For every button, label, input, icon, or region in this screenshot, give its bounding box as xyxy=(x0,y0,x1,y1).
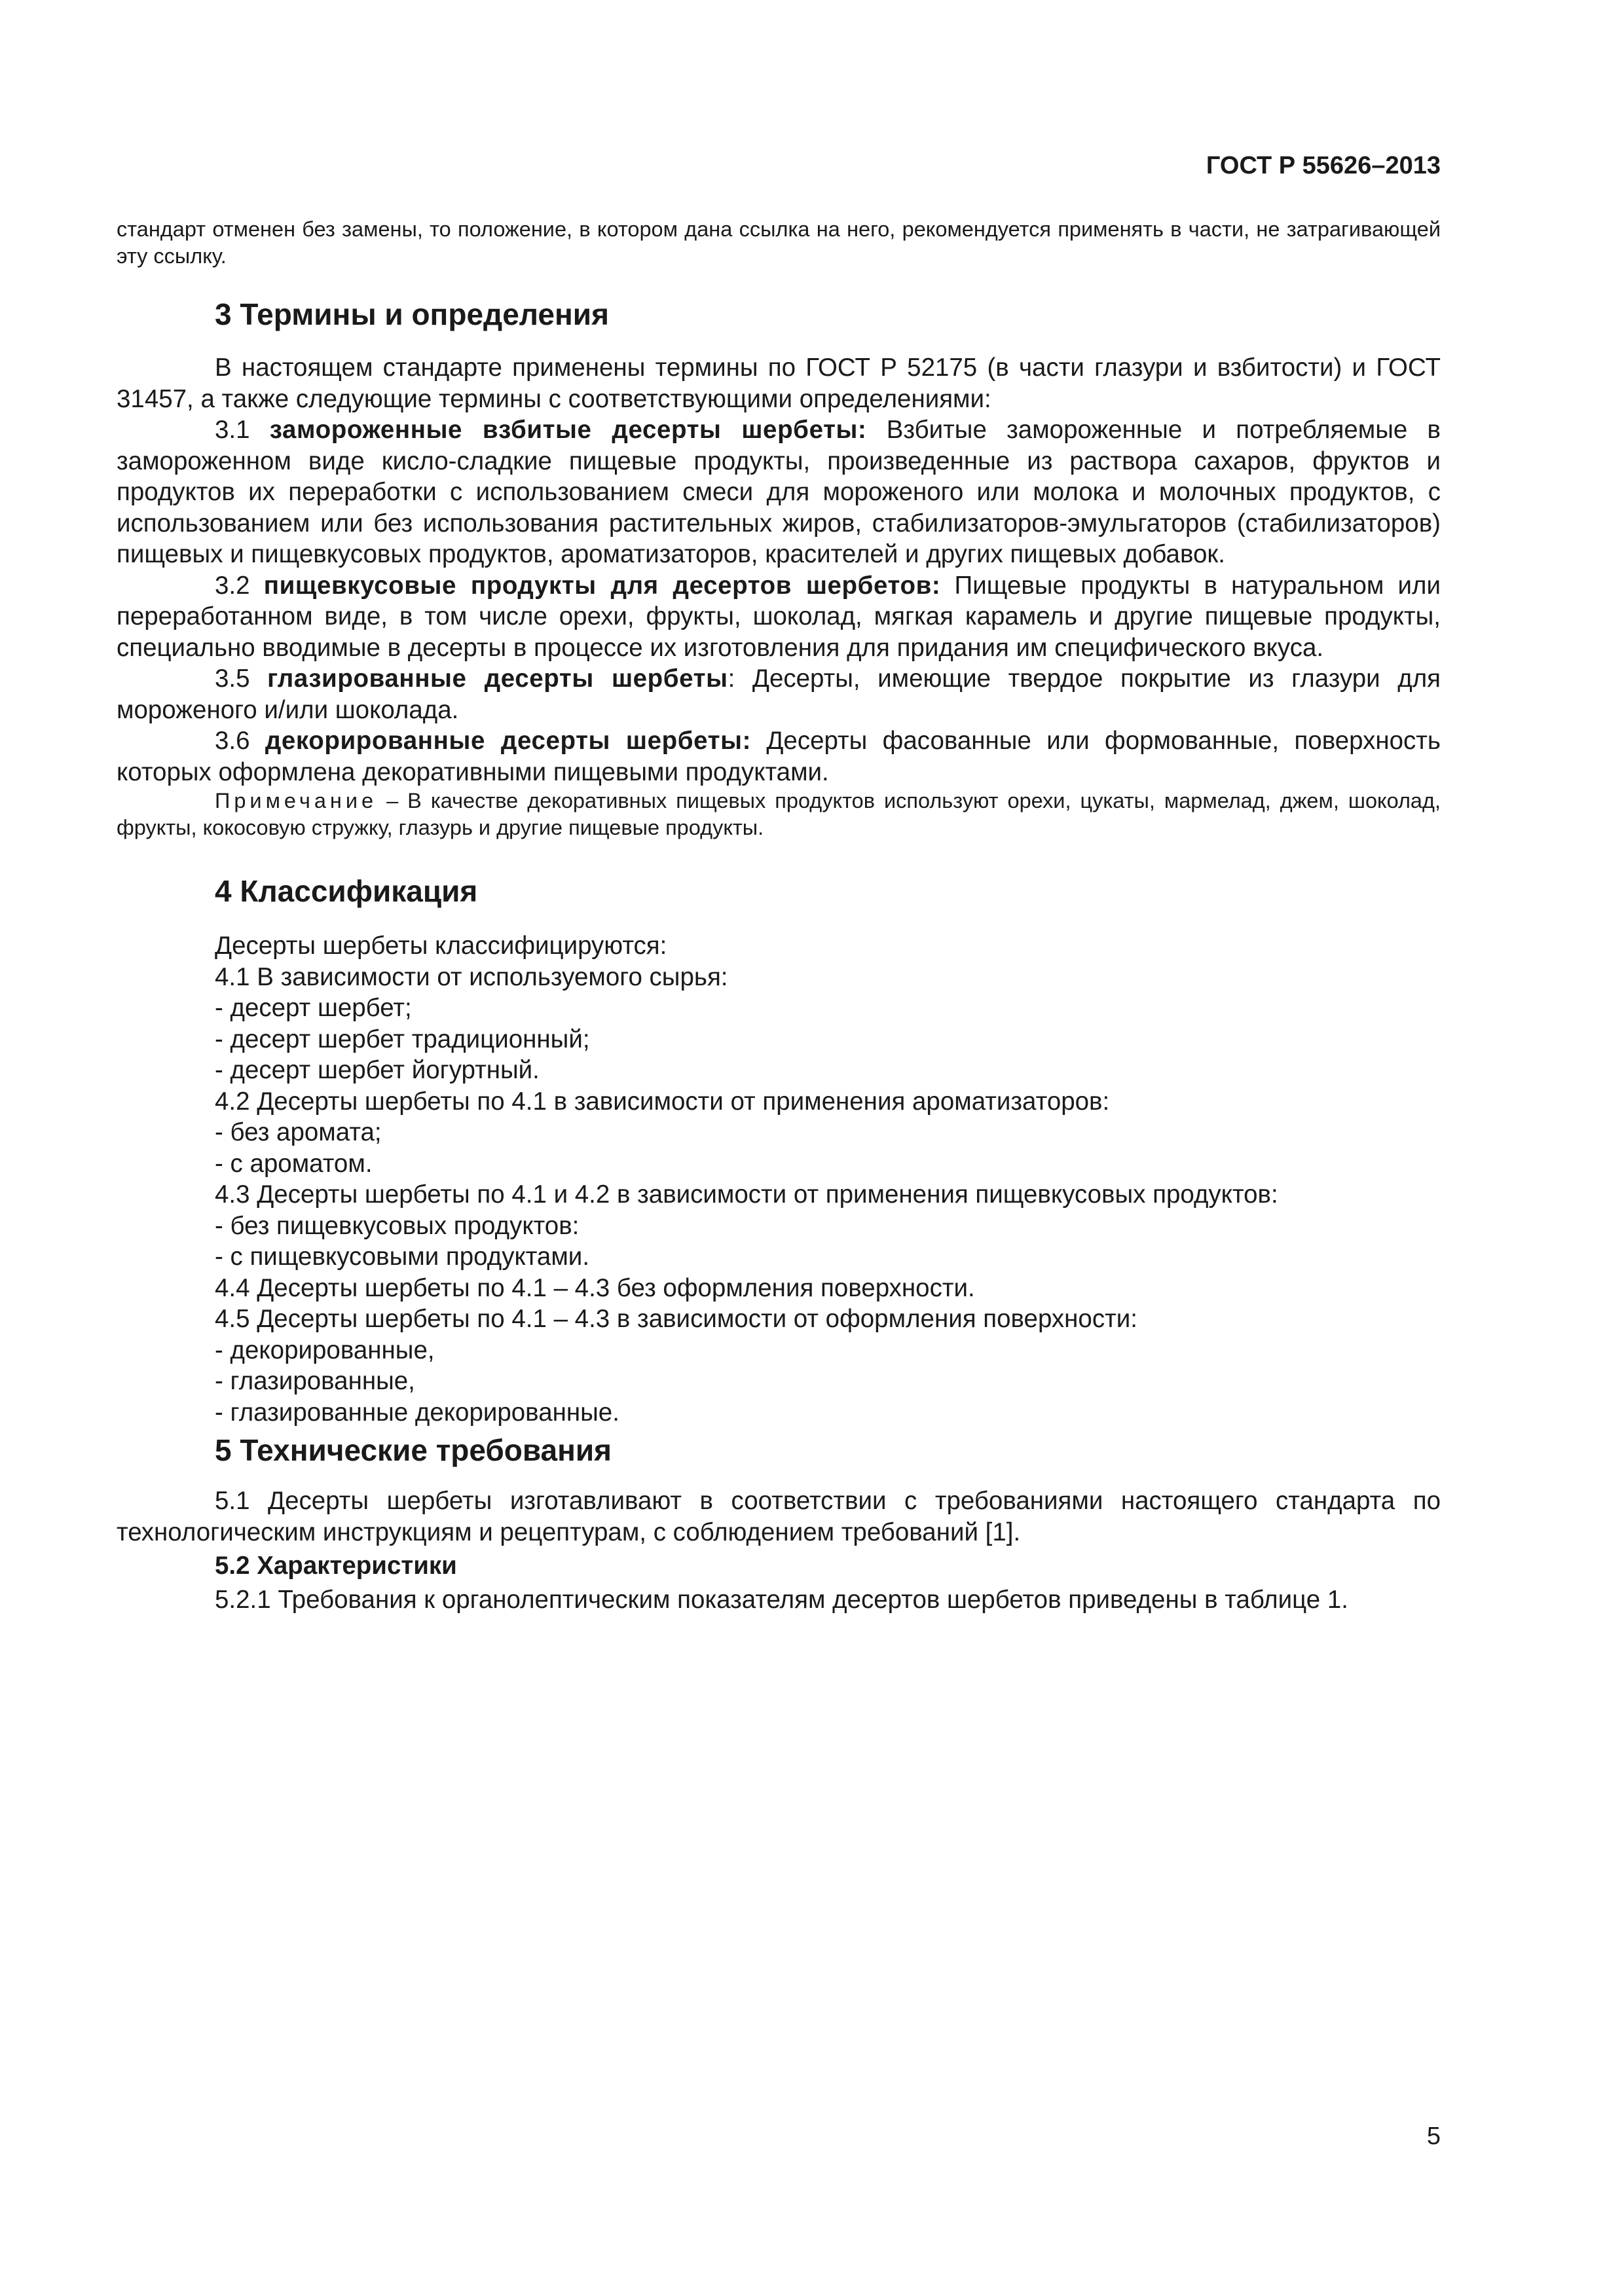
term-number: 3.2 xyxy=(215,571,250,600)
classification-list xyxy=(117,930,1441,1428)
classification-line: Десерты шербеты классифицируются: xyxy=(215,932,667,960)
term-number: 3.5 xyxy=(215,665,250,693)
term-definition: Десерты фасованные или формованные, поверхность которых оформлена декоративными пищевыми продуктами. xyxy=(117,727,1441,786)
term-definition: : Десерты, имеющие твердое покрытие из глазури для мороженого и/или шоколада. xyxy=(117,665,1441,724)
note-label: Примечание xyxy=(215,789,378,812)
classification-line: - десерт шербет йогуртный. xyxy=(215,1056,540,1084)
note-text: – В качестве декоративных пищевых продуктов используют орехи, цукаты, мармелад, джем, шоколад, фрукты, кокосовую стружку, глазурь и другие пищевые продукты. xyxy=(117,789,1441,839)
classification-line: - декорированные, xyxy=(215,1336,435,1364)
page-number: 5 xyxy=(1426,2123,1441,2150)
document-code: ГОСТ Р 55626–2013 xyxy=(1206,152,1441,179)
classification-line: - с ароматом. xyxy=(215,1149,373,1178)
term-number: 3.6 xyxy=(215,727,250,755)
subsection-5-2-heading: 5.2 Характеристики xyxy=(215,1552,457,1580)
term-3-1 xyxy=(117,414,1441,570)
term-3-5 xyxy=(117,663,1441,725)
classification-line: 4.4 Десерты шербеты по 4.1 – 4.3 без оформления поверхности. xyxy=(215,1273,975,1302)
classification-line: 4.5 Десерты шербеты по 4.1 – 4.3 в зависимости от оформления поверхности: xyxy=(215,1305,1137,1333)
term-definition: Взбитые замороженные и потребляемые в замороженном виде кисло-сладкие пищевые продукты, произведенные из раствора сахаров, фруктов и продуктов их переработки с использованием смеси для мороженого или молока и молочных продуктов, с использованием или без использования растительных жиров, стабилизаторов-эмульгаторов (стабилизаторов) пищевых и пищевкусовых продуктов, ароматизаторов, красителей и других пищевых добавок. xyxy=(117,416,1441,568)
classification-line: - десерт шербет традиционный; xyxy=(215,1025,590,1053)
intro-paragraph: стандарт отменен без замены, то положение, в котором дана ссылка на него, рекомендуется применять в части, не затрагивающей эту ссылку. xyxy=(117,217,1441,268)
page-content xyxy=(117,216,1441,1616)
paragraph-5-1: 5.1 Десерты шербеты изготавливают в соответствии с требованиями настоящего стандарта по технологическим инструкциям и рецептурам, с соблюдением требований [1]. xyxy=(117,1487,1441,1546)
classification-line: - десерт шербет; xyxy=(215,994,412,1022)
classification-line: - без пищевкусовых продуктов: xyxy=(215,1211,580,1240)
term-name: замороженные взбитые десерты шербеты: xyxy=(269,416,867,444)
section-3-lead: В настоящем стандарте применены термины по ГОСТ Р 52175 (в части глазури и взбитости) и ГОСТ 31457, а также следующие термины с соответствующими определениями: xyxy=(117,354,1441,413)
section-5-heading: 5 Технические требования xyxy=(215,1433,612,1467)
classification-line: - с пищевкусовыми продуктами. xyxy=(215,1243,590,1271)
section-3-heading: 3 Термины и определения xyxy=(215,297,609,331)
classification-line: - глазированные декорированные. xyxy=(215,1398,619,1427)
classification-line: - без аромата; xyxy=(215,1118,382,1146)
classification-line: - глазированные, xyxy=(215,1367,415,1395)
term-name: глазированные десерты шербеты xyxy=(267,665,728,693)
term-3-2 xyxy=(117,570,1441,664)
term-number: 3.1 xyxy=(215,416,250,444)
classification-line: 4.2 Десерты шербеты по 4.1 в зависимости от применения ароматизаторов: xyxy=(215,1087,1110,1116)
classification-line: 4.1 В зависимости от используемого сырья: xyxy=(215,962,728,991)
classification-line: 4.3 Десерты шербеты по 4.1 и 4.2 в зависимости от применения пищевкусовых продуктов: xyxy=(215,1180,1278,1209)
term-3-6 xyxy=(117,725,1441,788)
term-name: декорированные десерты шербеты: xyxy=(265,727,751,755)
term-definition: Пищевые продукты в натуральном или переработанном виде, в том числе орехи, фрукты, шоколад, мягкая карамель и другие пищевые продукты, специально вводимые в десерты в процессе их изготовления для придания им специфического вкуса. xyxy=(117,571,1441,662)
note-paragraph xyxy=(117,788,1441,841)
term-name: пищевкусовые продукты для десертов шербетов: xyxy=(263,571,941,600)
paragraph-5-2-1: 5.2.1 Требования к органолептическим показателям десертов шербетов приведены в таблице 1. xyxy=(215,1586,1348,1614)
section-4-heading: 4 Классификация xyxy=(215,874,478,908)
